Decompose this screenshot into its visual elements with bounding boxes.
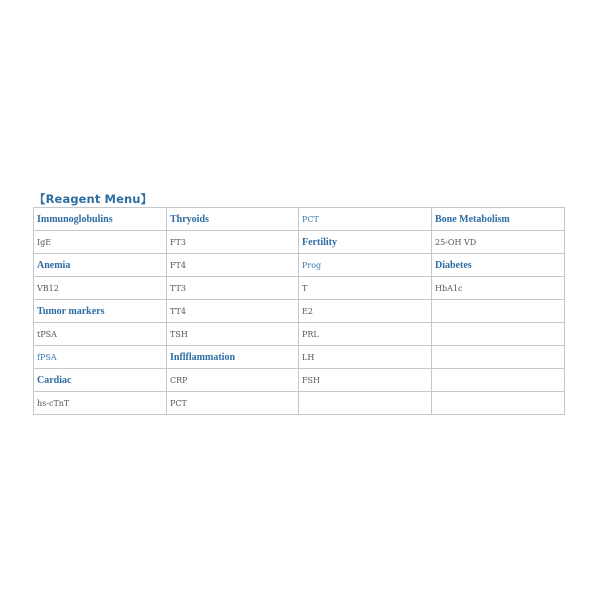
reagent-cell: PRL bbox=[299, 323, 432, 346]
category-header-cell: Tumor markers bbox=[34, 300, 167, 323]
reagent-cell: fPSA bbox=[34, 346, 167, 369]
reagent-cell: 25-OH VD bbox=[432, 231, 565, 254]
reagent-menu-table bbox=[33, 207, 565, 415]
reagent-cell: Prog bbox=[299, 254, 432, 277]
category-header-cell: Thryoids bbox=[167, 208, 299, 231]
table-row bbox=[34, 277, 565, 300]
category-header-cell: Diabetes bbox=[432, 254, 565, 277]
reagent-cell: FT4 bbox=[167, 254, 299, 277]
empty-cell bbox=[299, 392, 432, 415]
reagent-cell: FT3 bbox=[167, 231, 299, 254]
category-header-cell: Immunoglobulins bbox=[34, 208, 167, 231]
table-row bbox=[34, 323, 565, 346]
reagent-cell: CRP bbox=[167, 369, 299, 392]
category-header-cell: Inflflammation bbox=[167, 346, 299, 369]
empty-cell bbox=[432, 346, 565, 369]
reagent-cell: HbA1c bbox=[432, 277, 565, 300]
reagent-cell: TSH bbox=[167, 323, 299, 346]
table-row bbox=[34, 392, 565, 415]
reagent-menu-title: 【Reagent Menu】 bbox=[34, 192, 153, 206]
reagent-cell: tPSA bbox=[34, 323, 167, 346]
table-row bbox=[34, 346, 565, 369]
reagent-cell: IgE bbox=[34, 231, 167, 254]
category-header-cell: Fertility bbox=[299, 231, 432, 254]
table-row bbox=[34, 300, 565, 323]
reagent-cell: hs-cTnT bbox=[34, 392, 167, 415]
category-header-cell: Bone Metabolism bbox=[432, 208, 565, 231]
table-row bbox=[34, 369, 565, 392]
table-row bbox=[34, 208, 565, 231]
reagent-cell: T bbox=[299, 277, 432, 300]
reagent-cell: TT3 bbox=[167, 277, 299, 300]
reagent-cell: PCT bbox=[167, 392, 299, 415]
reagent-cell: LH bbox=[299, 346, 432, 369]
empty-cell bbox=[432, 369, 565, 392]
reagent-cell: VB12 bbox=[34, 277, 167, 300]
reagent-cell: TT4 bbox=[167, 300, 299, 323]
table-row bbox=[34, 231, 565, 254]
empty-cell bbox=[432, 323, 565, 346]
table-row bbox=[34, 254, 565, 277]
reagent-cell: FSH bbox=[299, 369, 432, 392]
reagent-cell: E2 bbox=[299, 300, 432, 323]
category-header-cell: Anemia bbox=[34, 254, 167, 277]
category-header-cell: Cardiac bbox=[34, 369, 167, 392]
empty-cell bbox=[432, 300, 565, 323]
empty-cell bbox=[432, 392, 565, 415]
reagent-cell: PCT bbox=[299, 208, 432, 231]
reagent-table-body bbox=[34, 208, 565, 415]
